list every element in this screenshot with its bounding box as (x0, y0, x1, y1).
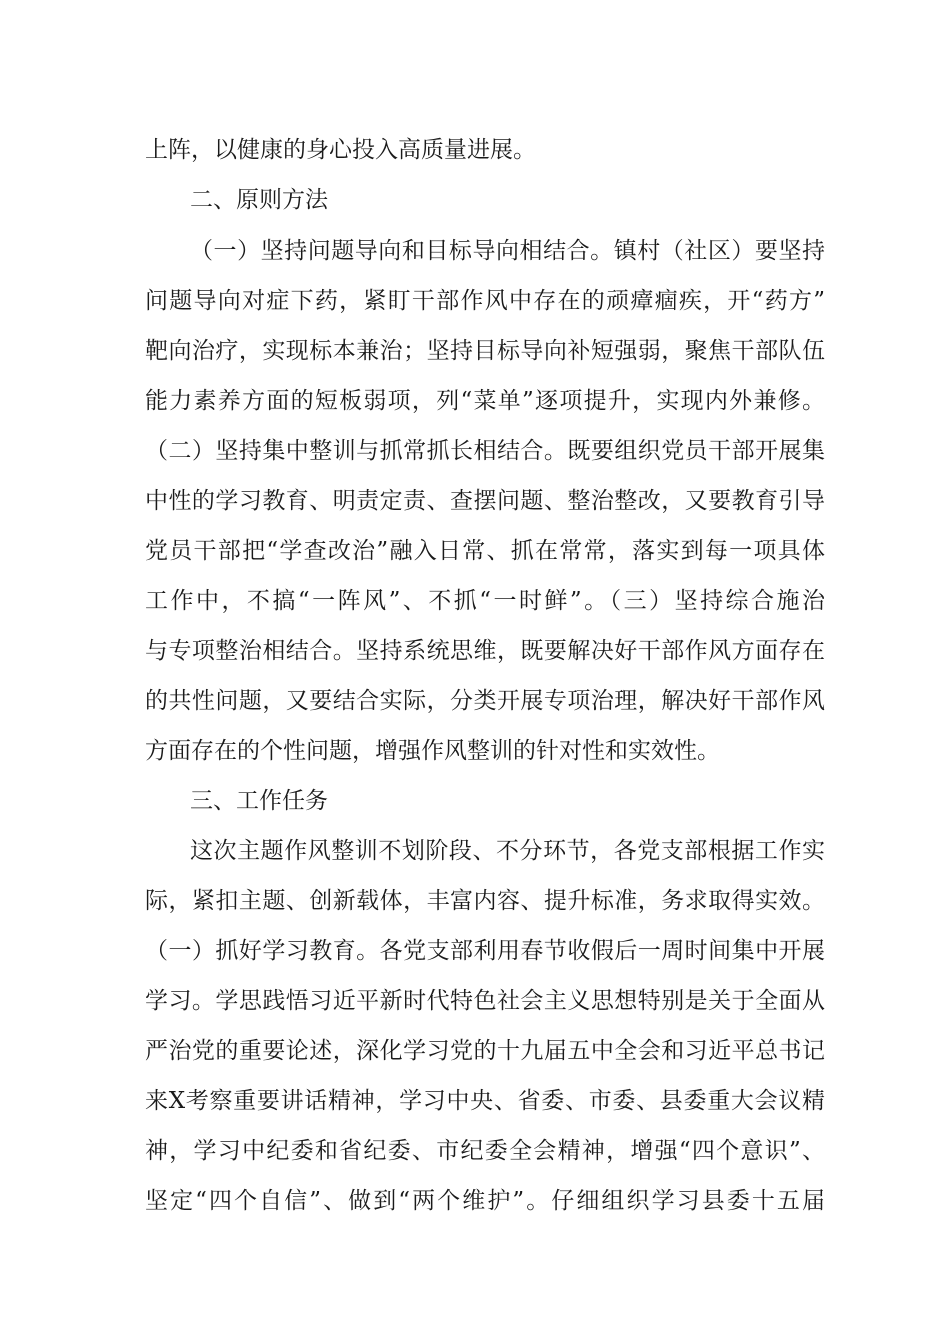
paragraph-line: （一）抓好学习教育。各党支部利用春节收假后一周时间集中开展 (145, 938, 825, 964)
paragraph-line: 际，紧扣主题、创新载体，丰富内容、提升标准，务求取得实效。 (145, 888, 825, 914)
paragraph-line: 来X考察重要讲话精神，学习中央、省委、市委、县委重大会议精 (145, 1088, 825, 1114)
paragraph-line: （一）坚持问题导向和目标导向相结合。镇村（社区）要坚持 (190, 238, 825, 264)
paragraph-line: 靶向治疗，实现标本兼治；坚持目标导向补短强弱，聚焦干部队伍 (145, 338, 825, 364)
paragraph-line: 能力素养方面的短板弱项，列“菜单”逐项提升，实现内外兼修。 (145, 388, 825, 414)
paragraph-line: 与专项整治相结合。坚持系统思维，既要解决好干部作风方面存在 (145, 638, 825, 664)
section-heading: 二、原则方法 (190, 187, 328, 213)
paragraph-line: 严治党的重要论述，深化学习党的十九届五中全会和习近平总书记 (145, 1038, 825, 1064)
paragraph-line: （二）坚持集中整训与抓常抓长相结合。既要组织党员干部开展集 (145, 438, 825, 464)
paragraph-line: 工作中，不搞“一阵风”、不抓“一时鲜”。（三）坚持综合施治 (145, 588, 825, 614)
paragraph-line: 神，学习中纪委和省纪委、市纪委全会精神，增强“四个意识”、 (145, 1138, 825, 1164)
paragraph-line: 上阵，以健康的身心投入高质量进展。 (145, 137, 536, 163)
paragraph-line: 坚定“四个自信”、做到“两个维护”。仔细组织学习县委十五届 (145, 1188, 825, 1214)
paragraph-line: 中性的学习教育、明责定责、查摆问题、整治整改，又要教育引导 (145, 488, 825, 514)
paragraph-line: 这次主题作风整训不划阶段、不分环节，各党支部根据工作实 (190, 838, 825, 864)
paragraph-line: 学习。学思践悟习近平新时代特色社会主义思想特别是关于全面从 (145, 988, 825, 1014)
section-heading: 三、工作任务 (190, 788, 328, 814)
paragraph-line: 问题导向对症下药，紧盯干部作风中存在的顽瘴痼疾，开“药方” (145, 288, 825, 314)
paragraph-line: 的共性问题，又要结合实际，分类开展专项治理，解决好干部作风 (145, 688, 825, 714)
paragraph-line: 党员干部把“学查改治”融入日常、抓在常常，落实到每一项具体 (145, 538, 825, 564)
paragraph-line: 方面存在的个性问题，增强作风整训的针对性和实效性。 (145, 738, 720, 764)
